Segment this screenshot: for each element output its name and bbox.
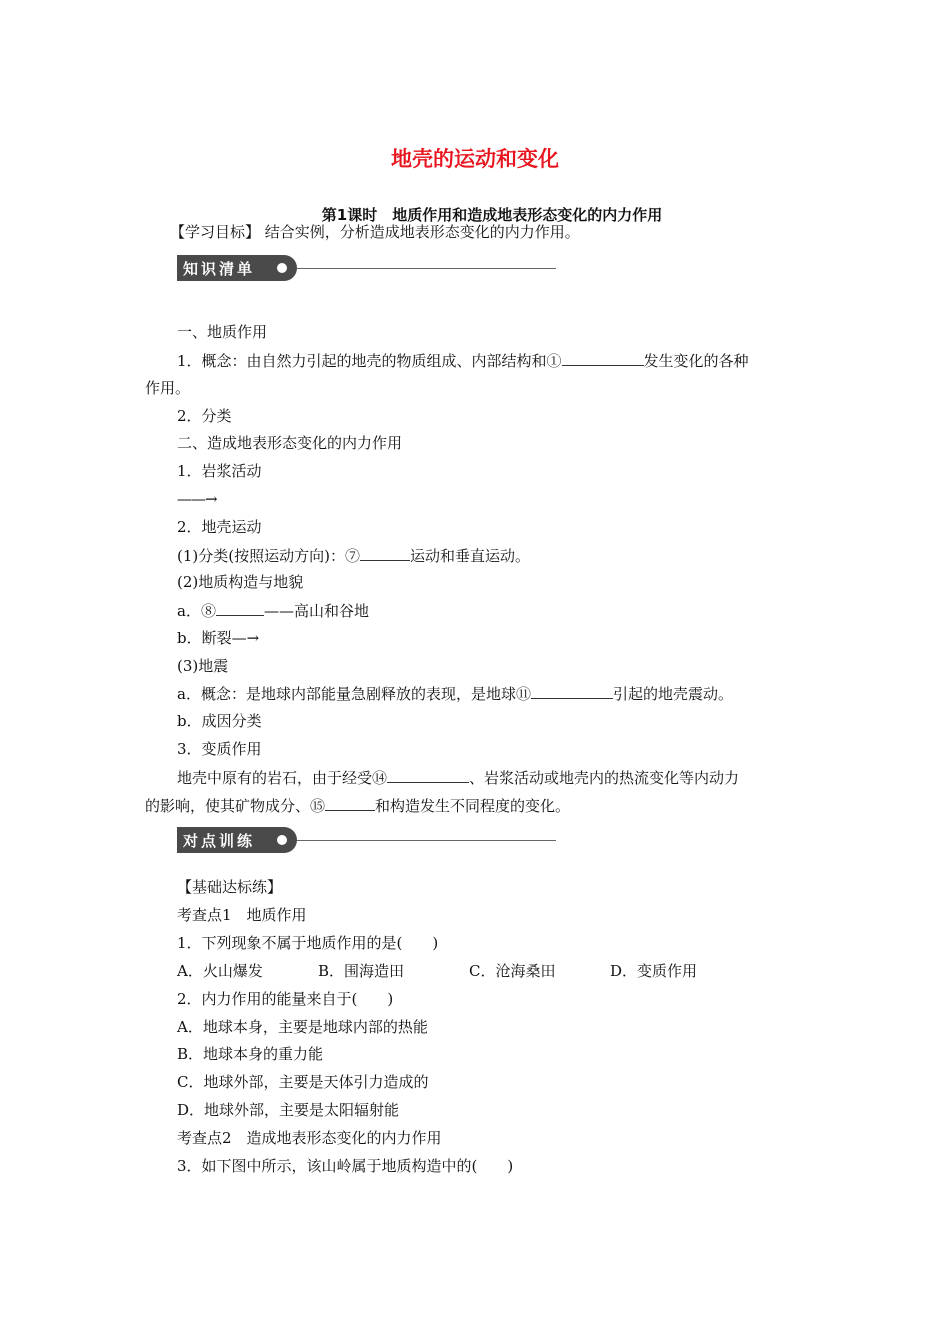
q1-option-a: A．火山爆发 (177, 962, 263, 980)
checkpoint-heading: 考查点2 造成地表形态变化的内力作用 (177, 1129, 442, 1147)
text-span: 1．概念：由自然力引起的地壳的物质组成、内部结构和① (177, 352, 562, 370)
text-line: 3．变质作用 (177, 740, 262, 758)
text-line (177, 600, 369, 621)
banner-rule (297, 268, 556, 269)
text-span: 、岩浆活动或地壳内的热流变化等内动力 (469, 769, 740, 787)
text-line: (3)地震 (177, 657, 229, 675)
text-span: 发生变化的各种 (643, 352, 749, 370)
banner-label: 知识清单 (183, 260, 256, 278)
bullet-dot-icon (277, 263, 287, 273)
practice-header: 【基础达标练】 (177, 878, 283, 896)
q2-option-a: A．地球本身，主要是地球内部的热能 (177, 1018, 428, 1036)
arrow-line: ——→ (177, 490, 217, 508)
objective-label: 【学习目标】 (170, 223, 261, 241)
text-line (177, 767, 739, 788)
bullet-dot-icon (277, 835, 287, 845)
q2-option-b: B．地球本身的重力能 (177, 1045, 324, 1063)
text-span: ——高山和谷地 (263, 602, 369, 620)
text-span: a．⑧ (177, 602, 216, 620)
text-line: 1．岩浆活动 (177, 462, 262, 480)
text-line: b．成因分类 (177, 712, 262, 730)
section-heading: 二、造成地表形态变化的内力作用 (177, 434, 403, 452)
q2-option-c: C．地球外部，主要是天体引力造成的 (177, 1073, 429, 1091)
question-2: 2．内力作用的能量来自于( ) (177, 990, 394, 1008)
objective-text: 结合实例，分析造成地表形态变化的内力作用。 (264, 223, 580, 241)
text-line: (2)地质构造与地貌 (177, 573, 304, 591)
text-span: (1)分类(按照运动方向)：⑦ (177, 547, 360, 565)
lesson-subtitle: 第1课时 地质作用和造成地表形态变化的内力作用 (321, 206, 663, 224)
section-heading: 一、地质作用 (177, 323, 268, 341)
q1-option-d: D．变质作用 (610, 962, 698, 980)
text-line: b．断裂—→ (177, 629, 260, 647)
text-line (177, 545, 530, 566)
text-line (145, 795, 570, 816)
answer-blank (562, 350, 644, 366)
banner-rule (297, 840, 556, 841)
text-span: 引起的地壳震动。 (612, 685, 733, 703)
text-span: 运动和垂直运动。 (409, 547, 530, 565)
banner-tag (177, 255, 297, 281)
answer-blank (360, 545, 410, 561)
text-line: 2．地壳运动 (177, 518, 262, 536)
text-line: 作用。 (145, 379, 191, 397)
question-1: 1．下列现象不属于地质作用的是( ) (177, 934, 439, 952)
q2-option-d: D．地球外部，主要是太阳辐射能 (177, 1101, 400, 1119)
text-span: 和构造发生不同程度的变化。 (375, 797, 571, 815)
text-line: 2．分类 (177, 407, 232, 425)
learning-objective (170, 222, 580, 242)
answer-blank (531, 683, 613, 699)
text-span: 地壳中原有的岩石，由于经受⑭ (177, 769, 388, 787)
text-span: 的影响，使其矿物成分、⑮ (145, 797, 326, 815)
document-title: 地壳的运动和变化 (391, 147, 559, 171)
banner-label: 对点训练 (183, 832, 256, 850)
text-line (177, 350, 749, 371)
q1-option-b: B．围海造田 (318, 962, 405, 980)
q1-option-c: C．沧海桑田 (469, 962, 556, 980)
answer-blank (216, 600, 264, 616)
checkpoint-heading: 考查点1 地质作用 (177, 906, 307, 924)
text-span: a．概念：是地球内部能量急剧释放的表现，是地球⑪ (177, 685, 531, 703)
text-line (177, 683, 733, 704)
answer-blank (325, 795, 375, 811)
banner-tag (177, 827, 297, 853)
question-3: 3．如下图中所示，该山岭属于地质构造中的( ) (177, 1157, 514, 1175)
answer-blank (387, 767, 469, 783)
